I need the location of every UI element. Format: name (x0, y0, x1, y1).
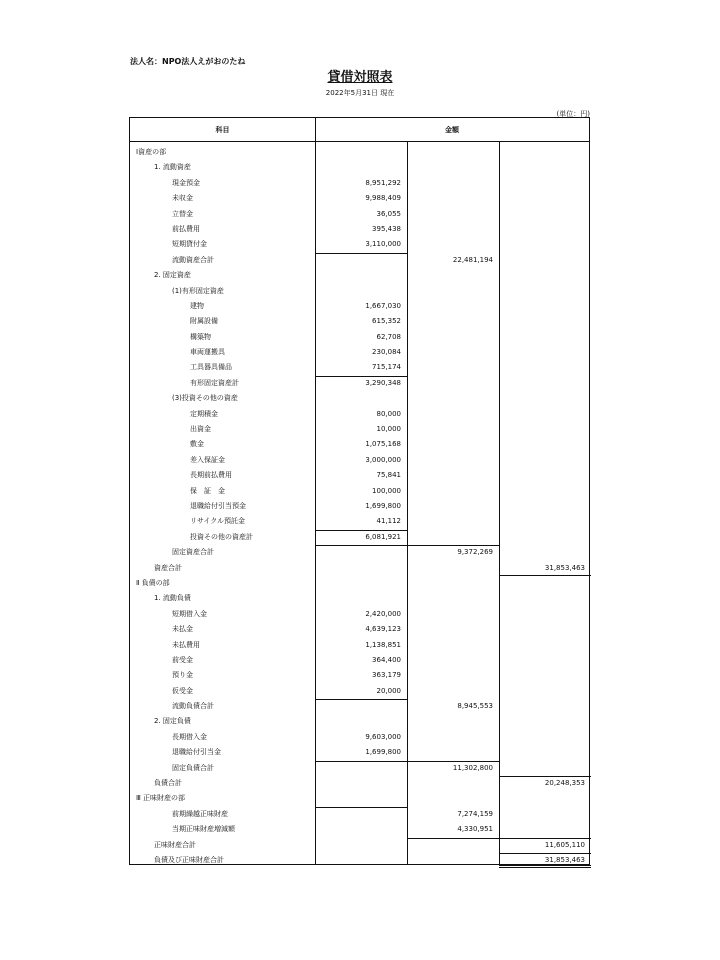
table-row (130, 468, 589, 483)
row-label: (3)投資その他の資産 (172, 394, 238, 403)
table-row (130, 345, 589, 360)
row-label: Ⅱ 負債の部 (136, 578, 170, 587)
row-label: リサイクル預託金 (190, 517, 246, 526)
sum-rule (315, 761, 407, 762)
row-label: 有形固定資産計 (190, 378, 239, 387)
amount-c1: 36,055 (376, 209, 401, 218)
amount-c1: 615,352 (372, 317, 401, 326)
sum-rule (499, 776, 591, 777)
row-label: 預り金 (172, 671, 193, 680)
table-row (130, 284, 589, 299)
table-row (130, 607, 589, 622)
row-label: Ⅰ資産の部 (136, 148, 167, 156)
table-row (130, 791, 589, 806)
table-row (130, 237, 589, 252)
row-label: 投資その他の資産計 (190, 532, 253, 541)
row-label: 出資金 (190, 425, 211, 434)
row-label: 前期繰越正味財産 (172, 809, 228, 818)
row-label: 当期正味財産増減額 (172, 825, 235, 834)
amount-c1: 10,000 (376, 425, 401, 434)
sum-rule (315, 807, 407, 808)
row-label: 立替金 (172, 209, 193, 218)
amount-c1: 3,000,000 (365, 455, 401, 464)
table-row (130, 376, 589, 391)
amount-c1: 9,988,409 (365, 194, 401, 203)
row-label: 退職給付引当預金 (190, 501, 246, 510)
row-label: 定期積金 (190, 409, 218, 418)
amount-c2: 11,302,800 (452, 763, 493, 772)
amount-c3: 31,853,463 (544, 855, 585, 864)
row-label: 負債及び正味財産合計 (154, 855, 224, 864)
table-row (130, 576, 589, 591)
amount-c1: 395,438 (372, 224, 401, 233)
sum-rule (315, 376, 407, 377)
sum-rule (407, 761, 499, 762)
sum-rule (499, 838, 591, 839)
row-label: 未払費用 (172, 640, 200, 649)
amount-c2: 22,481,194 (452, 255, 493, 264)
amount-c1: 230,084 (372, 348, 401, 357)
table-row (130, 207, 589, 222)
table-row (130, 422, 589, 437)
row-label: 未払金 (172, 625, 193, 634)
row-label: 流動資産合計 (172, 255, 214, 264)
table-row (130, 268, 589, 283)
row-label: 流動負債合計 (172, 702, 214, 711)
table-row (130, 314, 589, 329)
sum-rule (499, 853, 591, 854)
amount-c1: 9,603,000 (365, 732, 401, 741)
row-label: (1)有形固定資産 (172, 286, 224, 295)
organization-name: 法人名：NPO法人えがおのたね (130, 57, 246, 66)
page-title: 貸借対照表 (327, 70, 393, 85)
table-row (130, 391, 589, 406)
table-row (130, 545, 589, 560)
amount-c1: 1,699,800 (365, 501, 401, 510)
row-label: 前払費用 (172, 224, 200, 233)
table-row (130, 684, 589, 699)
amount-c1: 1,699,800 (365, 748, 401, 757)
amount-c3: 11,605,110 (544, 840, 585, 849)
amount-c2: 7,274,159 (457, 809, 493, 818)
table-row (130, 330, 589, 345)
amount-c1: 715,174 (372, 363, 401, 372)
table-row (130, 499, 589, 514)
table-body (130, 145, 589, 868)
table-header (130, 118, 589, 142)
row-label: 構築物 (190, 332, 211, 341)
amount-c1: 2,420,000 (365, 609, 401, 618)
amount-c1: 41,112 (376, 517, 401, 526)
table-row (130, 745, 589, 760)
amount-c1: 364,400 (372, 655, 401, 664)
row-label: 正味財産合計 (154, 840, 196, 849)
amount-c1: 20,000 (376, 686, 401, 695)
sum-rule (407, 838, 499, 839)
sum-rule (315, 253, 407, 254)
table-row (130, 591, 589, 606)
table-row (130, 807, 589, 822)
sum-rule (315, 530, 407, 531)
sum-rule (499, 865, 591, 868)
amount-c1: 1,667,030 (365, 301, 401, 310)
unit-label: (単位：円) (556, 110, 590, 118)
row-label: 短期貸付金 (172, 240, 207, 249)
table-row (130, 653, 589, 668)
amount-c2: 4,330,951 (457, 825, 493, 834)
amount-c3: 20,248,353 (544, 779, 585, 788)
table-row (130, 822, 589, 837)
row-label: 1. 流動負債 (154, 594, 191, 603)
table-row (130, 530, 589, 545)
amount-c1: 6,081,921 (365, 532, 401, 541)
amount-c1: 8,951,292 (365, 178, 401, 187)
table-row (130, 561, 589, 576)
sum-rule (407, 545, 499, 546)
balance-sheet-table (129, 117, 590, 865)
row-label: 現金預金 (172, 178, 200, 187)
report-date: 2022年5月31日 現在 (325, 89, 395, 97)
table-row (130, 699, 589, 714)
table-row (130, 145, 589, 160)
amount-c1: 62,708 (376, 332, 401, 341)
table-row (130, 407, 589, 422)
row-label: 未収金 (172, 194, 193, 203)
amount-c1: 363,179 (372, 671, 401, 680)
table-row (130, 622, 589, 637)
table-row (130, 253, 589, 268)
row-label: 敷金 (190, 440, 204, 449)
row-label: 1. 流動資産 (154, 163, 191, 172)
table-row (130, 484, 589, 499)
table-row (130, 761, 589, 776)
table-row (130, 853, 589, 868)
row-label: Ⅲ 正味財産の部 (136, 794, 186, 803)
sum-rule (315, 699, 407, 700)
amount-c1: 3,290,348 (365, 378, 401, 387)
amount-c1: 1,075,168 (365, 440, 401, 449)
amount-c2: 9,372,269 (457, 548, 493, 557)
sum-rule (315, 545, 407, 546)
amount-c1: 100,000 (372, 486, 401, 495)
amount-c1: 75,841 (376, 471, 401, 480)
table-row (130, 776, 589, 791)
row-label: 資産合計 (154, 563, 182, 572)
row-label: 負債合計 (154, 779, 182, 788)
table-row (130, 714, 589, 729)
row-label: 前受金 (172, 655, 193, 664)
row-label: 仮受金 (172, 686, 193, 695)
row-label: 長期借入金 (172, 732, 207, 741)
amount-c1: 80,000 (376, 409, 401, 418)
amount-c1: 4,639,123 (365, 625, 401, 634)
row-label: 2. 固定負債 (154, 717, 191, 726)
table-row (130, 638, 589, 653)
row-label: 保 証 金 (190, 486, 225, 495)
row-label: 短期借入金 (172, 609, 207, 618)
row-label: 車両運搬具 (190, 348, 225, 357)
table-row (130, 453, 589, 468)
row-label: 2. 固定資産 (154, 271, 191, 280)
amount-c2: 8,945,553 (457, 702, 493, 711)
row-label: 差入保証金 (190, 455, 225, 464)
table-row (130, 838, 589, 853)
table-row (130, 191, 589, 206)
row-label: 建物 (190, 301, 204, 310)
table-row (130, 160, 589, 175)
table-row (130, 514, 589, 529)
row-label: 長期前払費用 (190, 471, 232, 480)
row-label: 退職給付引当金 (172, 748, 221, 757)
row-label: 固定負債合計 (172, 763, 214, 772)
amount-column-header: 金額 (445, 126, 459, 134)
row-label: 附属設備 (190, 317, 218, 326)
row-label: 工具器具備品 (190, 363, 232, 372)
amount-c1: 1,138,851 (365, 640, 401, 649)
table-row (130, 299, 589, 314)
table-row (130, 176, 589, 191)
amount-c1: 3,110,000 (365, 240, 401, 249)
row-label: 固定資産合計 (172, 548, 214, 557)
table-row (130, 360, 589, 375)
table-row (130, 730, 589, 745)
table-row (130, 222, 589, 237)
subject-column-header: 科目 (215, 126, 230, 134)
table-row (130, 437, 589, 452)
table-row (130, 668, 589, 683)
amount-c3: 31,853,463 (544, 563, 585, 572)
